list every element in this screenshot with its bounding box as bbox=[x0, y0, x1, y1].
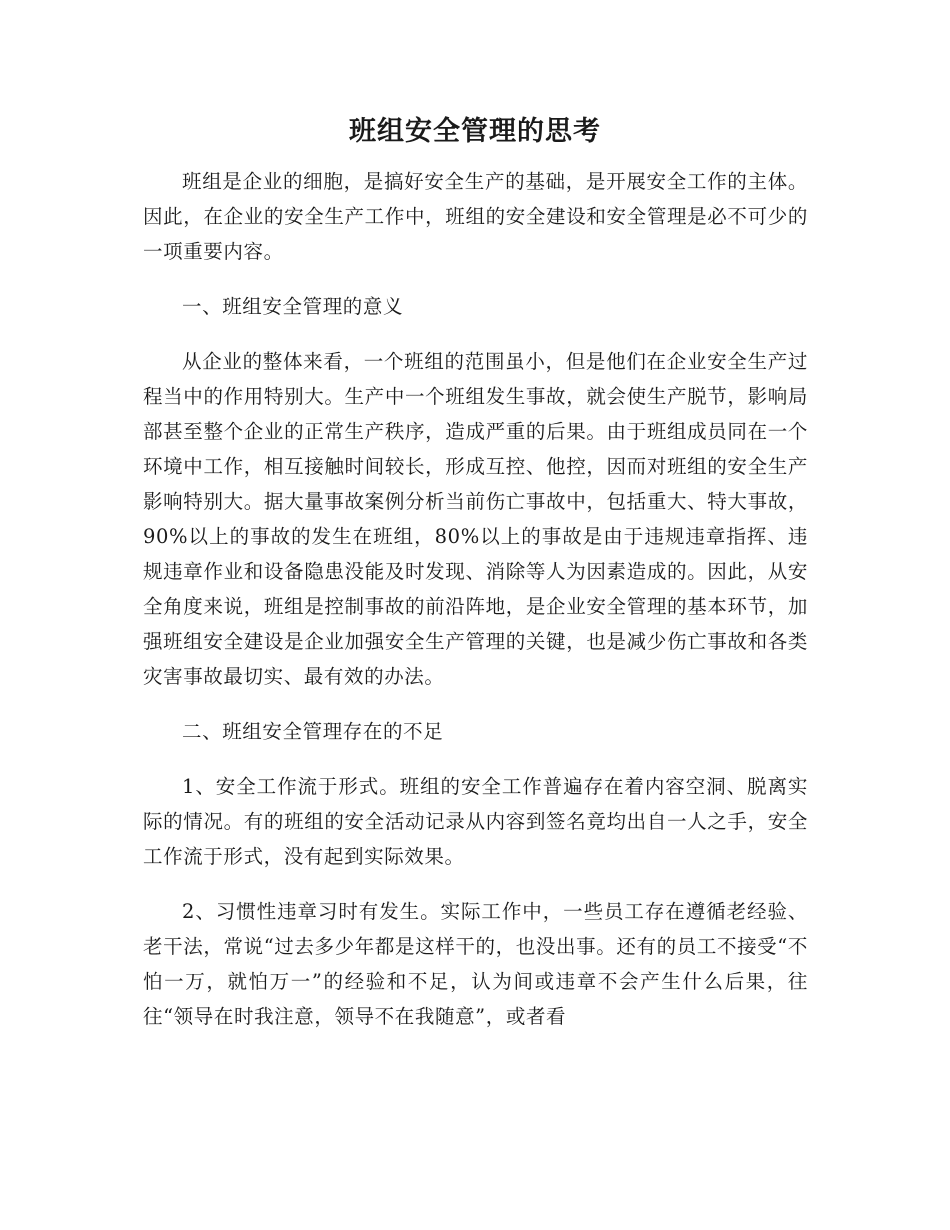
section-heading-2: 二、班组安全管理存在的不足 bbox=[182, 720, 444, 743]
point-1-paragraph: 1、安全工作流于形式。班组的安全工作普遍存在着内容空洞、脱离实际的情况。有的班组的安全活动记录从内容到签名竟均出自一人之手，安全工作流于形式，没有起到实际效果。 bbox=[143, 775, 808, 868]
section-1-paragraph: 从企业的整体来看，一个班组的范围虽小，但是他们在企业安全生产过程当中的作用特别大。生产中一个班组发生事故，就会使生产脱节，影响局部甚至整个企业的正常生产秩序，造成严重的后果。由于班组成员同在一个环境中工作，相互接触时间较长，形成互控、他控，因而对班组的安全生产影响特别大。据大量事故案例分析当前伤亡事故中，包括重大、特大事故，90%以上的事故的发生在班组，80%以上的事故是由于违规违章指挥、违规违章作业和设备隐患没能及时发现、消除等人为因素造成的。因此，从安全角度来说，班组是控制事故的前沿阵地，是企业安全管理的基本环节，加强班组安全建设是企业加强安全生产管理的关键，也是减少伤亡事故和各类灾害事故最切实、最有效的办法。 bbox=[143, 350, 808, 688]
section-heading-1: 一、班组安全管理的意义 bbox=[182, 295, 404, 318]
point-2-paragraph: 2、习惯性违章习时有发生。实际工作中，一些员工存在遵循老经验、老干法，常说“过去多少年都是这样干的，也没出事。还有的员工不接受“不怕一万，就怕万一”的经验和不足，认为间或违章不会产生什么后果，往往“领导在时我注意，领导不在我随意”，或者看 bbox=[143, 900, 808, 1028]
intro-paragraph: 班组是企业的细胞，是搞好安全生产的基础，是开展安全工作的主体。因此，在企业的安全生产工作中，班组的安全建设和安全管理是必不可少的一项重要内容。 bbox=[143, 170, 808, 263]
document-body bbox=[143, 164, 808, 1054]
document-title: 班组安全管理的思考 bbox=[349, 116, 601, 147]
